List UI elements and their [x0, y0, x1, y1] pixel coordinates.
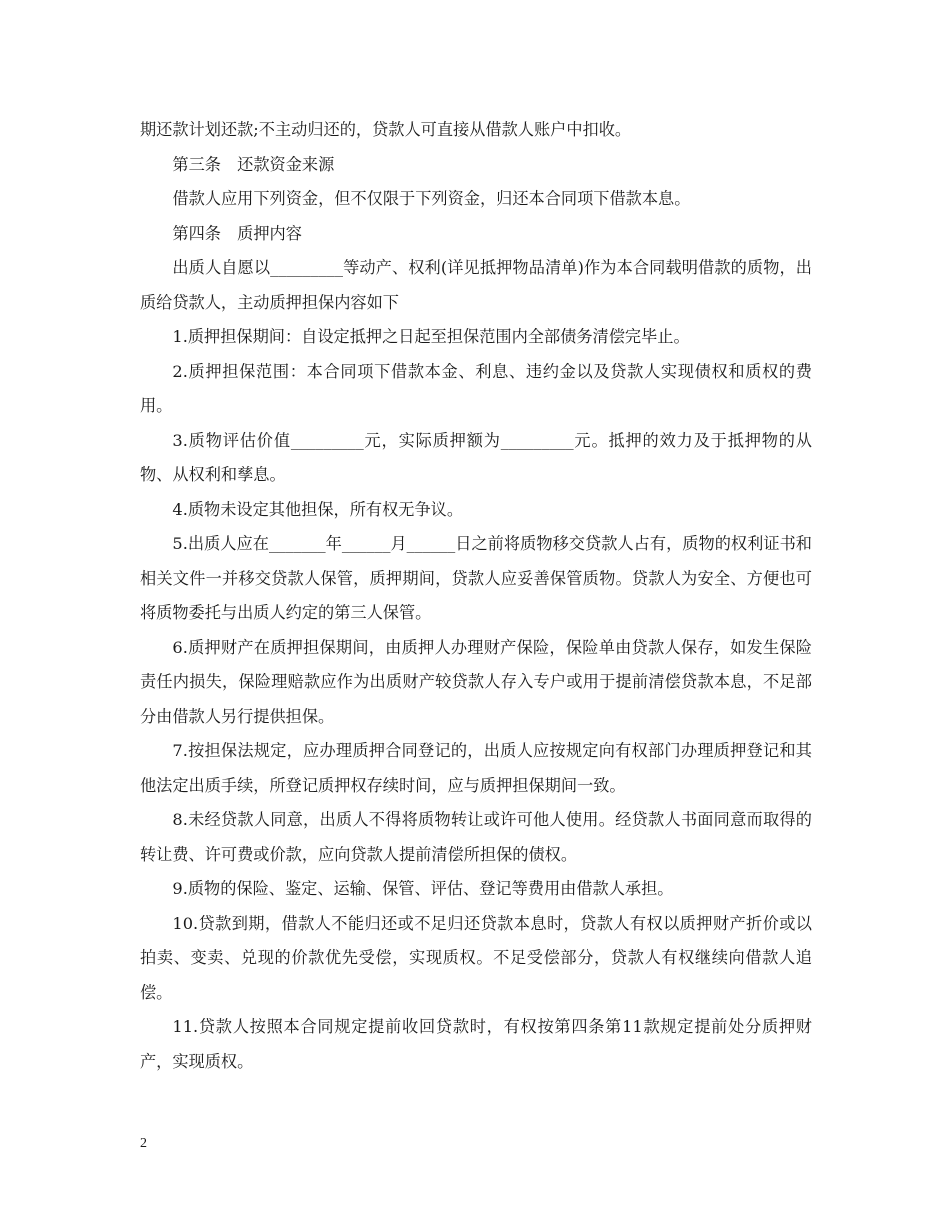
paragraph-repayment-source: 借款人应用下列资金，但不仅限于下列资金，归还本合同项下借款本息。: [172, 189, 691, 208]
article-4-heading: 第四条 质押内容: [172, 223, 302, 243]
clause-4: 4.质物未设定其他担保，所有权无争议。: [172, 499, 464, 519]
clause-6: 6.质押财产在质押担保期间，由质押人办理财产保险，保险单由贷款人保存，如发生保险责任内损失，保险理赔款应作为出质财产较贷款人存入专户或用于提前清偿贷款本息，不足部分由借款人另行提供担保。: [140, 637, 812, 726]
clause-11: 11.贷款人按照本合同规定提前收回贷款时，有权按第四条第11款规定提前处分质押财产，实现质权。: [140, 1017, 812, 1071]
clause-5: 5.出质人应在_______年______月______日之前将质物移交贷款人占有，质物的权利证书和相关文件一并移交贷款人保管，质押期间，贷款人应妥善保管质物。贷款人为安全、方便也可将质物委托与出质人约定的第三人保管。: [140, 534, 812, 622]
article-3-heading: 第三条 还款资金来源: [172, 154, 335, 174]
clause-7: 7.按担保法规定，应办理质押合同登记的，出质人应按规定向有权部门办理质押登记和其他法定出质手续，所登记质押权存续时间，应与质押担保期间一致。: [140, 741, 812, 795]
paragraph-pledge-intro: 出质人自愿以_________等动产、权利(详见抵押物品清单)作为本合同载明借款的质物，出质给贷款人，主动质押担保内容如下: [140, 258, 812, 312]
clause-9: 9.质物的保险、鉴定、运输、保管、评估、登记等费用由借款人承担。: [172, 879, 674, 898]
clause-10: 10.贷款到期，借款人不能归还或不足归还贷款本息时，贷款人有权以质押财产折价或以拍卖、变卖、兑现的价款优先受偿，实现质权。不足受偿部分，贷款人有权继续向借款人追偿。: [140, 913, 812, 1002]
clause-2: 2.质押担保范围：本合同项下借款本金、利息、违约金以及贷款人实现债权和质权的费用。: [140, 361, 812, 415]
clause-3: 3.质物评估价值_________元，实际质押额为_________元。抵押的效力及于抵押物的从物、从权利和孳息。: [140, 430, 812, 484]
clause-1: 1.质押担保期间：自设定抵押之日起至担保范围内全部债务清偿完毕止。: [172, 327, 690, 346]
document-body: [140, 113, 812, 1079]
page-number: 2: [140, 1136, 147, 1151]
clause-8: 8.未经贷款人同意，出质人不得将质物转让或许可他人使用。经贷款人书面同意而取得的转让费、许可费或价款，应向贷款人提前清偿所担保的债权。: [140, 810, 812, 864]
paragraph-repayment-continued: 期还款计划还款;不主动归还的，贷款人可直接从借款人账户中扣收。: [140, 120, 632, 139]
